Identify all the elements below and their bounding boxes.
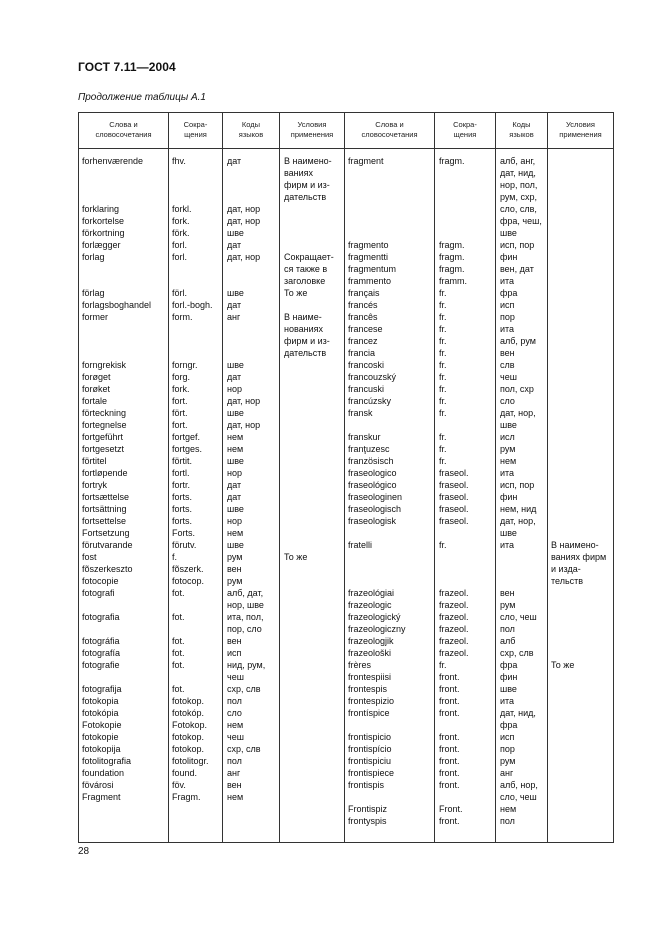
language-code-cell: исп <box>500 732 515 742</box>
language-code-cell: нем, нид <box>500 504 537 514</box>
language-code-cell: пол <box>227 756 242 766</box>
word-cell: fortløpende <box>82 468 128 478</box>
language-code-cell: фра <box>500 288 518 298</box>
abbreviation-cell: fork. <box>172 384 190 394</box>
word-cell: fraseologico <box>348 468 397 478</box>
language-code-cell: дат, нор <box>227 252 261 262</box>
abbreviation-cell: förl. <box>172 288 188 298</box>
abbreviation-cell: forl. <box>172 252 188 262</box>
word-cell: frammento <box>348 276 392 286</box>
language-code-cell: дат, нор <box>227 216 261 226</box>
language-code-cell: ита <box>500 324 515 334</box>
language-code-cell: нем <box>227 792 244 802</box>
word-cell: förteckning <box>82 408 127 418</box>
header-usage-conditions: Условия применения <box>559 120 602 139</box>
abbreviation-cell: förtit. <box>172 456 193 466</box>
abbreviation-cell: fortges. <box>172 444 203 454</box>
abbreviation-cell: fraseol. <box>439 480 469 490</box>
abbreviation-cell: fot. <box>172 612 185 622</box>
language-code-cell: исп, пор <box>500 480 535 490</box>
header-abbreviations: Сокра- щения <box>183 120 208 139</box>
word-cell: fotografie <box>82 660 120 670</box>
abbreviation-cell: fragm. <box>439 252 465 262</box>
abbreviation-cell: Forts. <box>172 528 196 538</box>
language-code-cell: рум <box>227 576 243 586</box>
table-caption: Продолжение таблицы А.1 <box>78 92 206 103</box>
language-code-cell: фин <box>500 252 518 262</box>
word-cell: francuski <box>348 384 385 394</box>
word-cell: frazeologický <box>348 612 401 622</box>
language-code-cell: исп <box>500 300 515 310</box>
abbreviation-cell: front. <box>439 816 460 826</box>
abbreviation-cell: förutv. <box>172 540 197 550</box>
abbreviation-cell: fr. <box>439 300 447 310</box>
word-cell: fotolitografia <box>82 756 132 766</box>
language-code-cell: дат, нор, шве <box>500 408 536 430</box>
word-cell: fraseologinen <box>348 492 403 502</box>
language-code-cell: дат <box>227 480 242 490</box>
language-code-cell: вен <box>227 780 242 790</box>
language-code-cell: вен <box>227 636 242 646</box>
word-cell: francese <box>348 324 383 334</box>
language-code-cell: шве <box>500 684 517 694</box>
abbreviation-cell: fr. <box>439 360 447 370</box>
word-cell: fortsättning <box>82 504 127 514</box>
language-code-cell: ита <box>500 540 515 550</box>
usage-condition-cell: В наиме- нованиях фирм и из- дательств <box>284 312 330 358</box>
language-code-cell: рум <box>500 444 516 454</box>
abbreviation-cell: fraseol. <box>439 468 469 478</box>
abbreviation-cell: fr. <box>439 336 447 346</box>
column-divider <box>222 112 223 843</box>
abbreviation-cell: fort. <box>172 420 188 430</box>
word-cell: Frontispiz <box>348 804 388 814</box>
language-code-cell: чеш <box>227 732 244 742</box>
language-code-cell: дат, нор <box>227 396 261 406</box>
word-cell: forklaring <box>82 204 120 214</box>
word-cell: frazeologic <box>348 600 392 610</box>
word-cell: frazeologjik <box>348 636 394 646</box>
word-cell: forlagsboghandel <box>82 300 152 310</box>
language-code-cell: дат, нор <box>227 420 261 430</box>
abbreviation-cell: förk. <box>172 228 190 238</box>
language-code-cell: шве <box>227 360 244 370</box>
language-code-cell: вен, дат <box>500 264 534 274</box>
word-cell: fortgeführt <box>82 432 124 442</box>
abbreviation-cell: form. <box>172 312 193 322</box>
language-code-cell: шве <box>227 408 244 418</box>
abbreviation-cell: fortgef. <box>172 432 201 442</box>
word-cell: fotografi <box>82 588 115 598</box>
language-code-cell: шве <box>227 456 244 466</box>
language-code-cell: нем <box>227 720 244 730</box>
abbreviation-cell: fr. <box>439 540 447 550</box>
header-abbreviations: Сокра- щения <box>453 120 477 139</box>
word-cell: frontispício <box>348 744 392 754</box>
abbreviation-cell: framm. <box>439 276 467 286</box>
word-cell: fortsættelse <box>82 492 130 502</box>
abbreviation-cell: fot. <box>172 636 185 646</box>
abbreviation-cell: fraseol. <box>439 492 469 502</box>
word-cell: frontíspice <box>348 708 390 718</box>
column-divider <box>434 112 435 843</box>
language-code-cell: шве <box>227 540 244 550</box>
language-code-cell: ита <box>500 468 515 478</box>
word-cell: forngrekisk <box>82 360 127 370</box>
language-code-cell: алб, рум <box>500 336 536 346</box>
word-cell: fotográfia <box>82 636 120 646</box>
abbreviation-cell: fr. <box>439 312 447 322</box>
word-cell: francúzsky <box>348 396 392 406</box>
header-words: Слова и словосочетания <box>95 120 152 139</box>
word-cell: fragmentum <box>348 264 397 274</box>
abbreviations-table <box>78 112 614 843</box>
language-code-cell: шве <box>227 228 244 238</box>
abbreviation-cell: fortl. <box>172 468 190 478</box>
word-cell: fotografia <box>82 612 120 622</box>
word-cell: förkortning <box>82 228 125 238</box>
language-code-cell: дат, нор, шве <box>500 516 536 538</box>
word-cell: fraseológico <box>348 480 397 490</box>
abbreviation-cell: found. <box>172 768 198 778</box>
word-cell: francês <box>348 312 378 322</box>
word-cell: frazeološki <box>348 648 392 658</box>
word-cell: fotografija <box>82 684 122 694</box>
abbreviation-cell: föv. <box>172 780 186 790</box>
word-cell: frontispiciu <box>348 756 392 766</box>
abbreviation-cell: forts. <box>172 492 193 502</box>
abbreviation-cell: fr. <box>439 456 447 466</box>
language-code-cell: исп, пор <box>500 240 535 250</box>
language-code-cell: схр, слв <box>227 684 261 694</box>
language-code-cell: слв <box>500 360 515 370</box>
abbreviation-cell: fotocop. <box>172 576 205 586</box>
language-code-cell: ита <box>500 696 515 706</box>
word-cell: fotografía <box>82 648 121 658</box>
language-code-cell: нем <box>500 456 517 466</box>
word-cell: frontispiece <box>348 768 395 778</box>
abbreviation-cell: Front. <box>439 804 463 814</box>
language-code-cell: дат, нид, фра <box>500 708 536 730</box>
word-cell: frazeológiai <box>348 588 395 598</box>
word-cell: fragmentti <box>348 252 389 262</box>
word-cell: former <box>82 312 109 322</box>
language-code-cell: исл <box>500 432 515 442</box>
word-cell: frères <box>348 660 372 670</box>
word-cell: fratelli <box>348 540 373 550</box>
word-cell: fortsettelse <box>82 516 127 526</box>
abbreviation-cell: front. <box>439 756 460 766</box>
language-code-cell: дат <box>227 492 242 502</box>
word-cell: forlægger <box>82 240 121 250</box>
abbreviation-cell: front. <box>439 672 460 682</box>
language-code-cell: схр, слв <box>227 744 261 754</box>
language-code-cell: пор <box>500 312 515 322</box>
language-code-cell: шве <box>227 504 244 514</box>
abbreviation-cell: fhv. <box>172 156 186 166</box>
language-code-cell: фин <box>500 672 518 682</box>
abbreviation-cell: front. <box>439 744 460 754</box>
word-cell: frontispis <box>348 780 385 790</box>
abbreviation-cell: frazeol. <box>439 648 469 658</box>
word-cell: förlag <box>82 288 105 298</box>
language-code-cell: пол <box>500 624 515 634</box>
language-code-cell: фра <box>500 660 518 670</box>
word-cell: francouzský <box>348 372 397 382</box>
language-code-cell: вен <box>500 588 515 598</box>
language-code-cell: нем <box>500 804 517 814</box>
header-language-codes: Коды языков <box>238 120 264 139</box>
word-cell: fortegnelse <box>82 420 127 430</box>
language-code-cell: ита, пол, пор, сло <box>227 612 264 634</box>
abbreviation-cell: fot. <box>172 660 185 670</box>
language-code-cell: пор <box>500 744 515 754</box>
abbreviation-cell: fragm. <box>439 264 465 274</box>
word-cell: fõszerkeszto <box>82 564 133 574</box>
header-language-codes: Коды языков <box>509 120 534 139</box>
language-code-cell: рум <box>227 552 243 562</box>
abbreviation-cell: fört. <box>172 408 188 418</box>
abbreviation-cell: front. <box>439 708 460 718</box>
abbreviation-cell: fr. <box>439 288 447 298</box>
header-divider <box>78 148 614 149</box>
word-cell: frontespizio <box>348 696 395 706</box>
abbreviation-cell: forts. <box>172 516 193 526</box>
word-cell: fotocopie <box>82 576 119 586</box>
word-cell: francés <box>348 300 378 310</box>
abbreviation-cell: forl.-bogh. <box>172 300 213 310</box>
word-cell: fortryk <box>82 480 108 490</box>
header-words: Слова и словосочетания <box>361 120 418 139</box>
language-code-cell: схр, слв <box>500 648 534 658</box>
column-divider <box>495 112 496 843</box>
word-cell: forkortelse <box>82 216 125 226</box>
abbreviation-cell: fotokop. <box>172 744 205 754</box>
abbreviation-cell: fort. <box>172 396 188 406</box>
language-code-cell: анг <box>227 312 241 322</box>
word-cell: förtitel <box>82 456 107 466</box>
language-code-cell: дат <box>227 372 242 382</box>
abbreviation-cell: fortr. <box>172 480 191 490</box>
language-code-cell: рум <box>500 756 516 766</box>
abbreviation-cell: fragm. <box>439 240 465 250</box>
language-code-cell: исп <box>227 648 242 658</box>
abbreviation-cell: fot. <box>172 648 185 658</box>
language-code-cell: дат <box>227 156 242 166</box>
table-top-border <box>78 112 614 113</box>
abbreviation-cell: fragm. <box>439 156 465 166</box>
abbreviation-cell: forngr. <box>172 360 198 370</box>
word-cell: francoski <box>348 360 385 370</box>
language-code-cell: сло, чеш <box>500 612 537 622</box>
usage-condition-cell: То же <box>284 552 308 562</box>
column-divider <box>78 112 79 843</box>
word-cell: frontespis <box>348 684 388 694</box>
abbreviation-cell: fraseol. <box>439 516 469 526</box>
header-usage-conditions: Условия применения <box>290 120 334 139</box>
language-code-cell: нем <box>227 528 244 538</box>
language-code-cell: дат <box>227 240 242 250</box>
abbreviation-cell: frazeol. <box>439 636 469 646</box>
usage-condition-cell: Сокращает- ся также в заголовке <box>284 252 334 286</box>
word-cell: fortgesetzt <box>82 444 125 454</box>
word-cell: fotokopia <box>82 696 119 706</box>
language-code-cell: дат, нор <box>227 204 261 214</box>
word-cell: förutvarande <box>82 540 133 550</box>
abbreviation-cell: front. <box>439 696 460 706</box>
abbreviation-cell: Fotokop. <box>172 720 208 730</box>
table-bottom-border <box>78 842 614 843</box>
language-code-cell: алб, нор, сло, чеш <box>500 780 538 802</box>
column-divider <box>344 112 345 843</box>
word-cell: français <box>348 288 380 298</box>
language-code-cell: фин <box>500 492 518 502</box>
column-divider <box>279 112 280 843</box>
word-cell: fransk <box>348 408 373 418</box>
word-cell: franskur <box>348 432 381 442</box>
abbreviation-cell: forts. <box>172 504 193 514</box>
word-cell: fost <box>82 552 97 562</box>
abbreviation-cell: fotolitogr. <box>172 756 209 766</box>
word-cell: fotokopie <box>82 732 119 742</box>
word-cell: forøget <box>82 372 111 382</box>
abbreviation-cell: fr. <box>439 396 447 406</box>
language-code-cell: пол, схр <box>500 384 534 394</box>
language-code-cell: нор <box>227 516 242 526</box>
abbreviation-cell: frazeol. <box>439 612 469 622</box>
language-code-cell: нем <box>227 444 244 454</box>
word-cell: Fortsetzung <box>82 528 130 538</box>
abbreviation-cell: forg. <box>172 372 191 382</box>
abbreviation-cell: front. <box>439 732 460 742</box>
language-code-cell: алб, анг, дат, нид, нор, пол, рум, схр, сло, слв, фра, чеш, шве <box>500 156 542 238</box>
usage-condition-cell: В наимено- ваниях фирм и изда- тельств <box>551 540 607 586</box>
word-cell: Fotokopie <box>82 720 122 730</box>
language-code-cell: рум <box>500 600 516 610</box>
language-code-cell: ита <box>500 276 515 286</box>
word-cell: fotokopija <box>82 744 121 754</box>
language-code-cell: анг <box>227 768 241 778</box>
language-code-cell: пол <box>227 696 242 706</box>
usage-condition-cell: То же <box>284 288 308 298</box>
usage-condition-cell: То же <box>551 660 575 670</box>
abbreviation-cell: fr. <box>439 324 447 334</box>
page-number: 28 <box>78 846 90 857</box>
word-cell: frontyspis <box>348 816 387 826</box>
language-code-cell: дат <box>227 300 242 310</box>
abbreviation-cell: Fragm. <box>172 792 201 802</box>
word-cell: forlag <box>82 252 105 262</box>
language-code-cell: сло <box>227 708 242 718</box>
word-cell: fövárosi <box>82 780 114 790</box>
word-cell: fragment <box>348 156 384 166</box>
usage-condition-cell: В наимено- ваниях фирм и из- дательств <box>284 156 332 202</box>
word-cell: fraseologisch <box>348 504 402 514</box>
abbreviation-cell: fr. <box>439 384 447 394</box>
word-cell: franţuzesc <box>348 444 390 454</box>
abbreviation-cell: frazeol. <box>439 624 469 634</box>
language-code-cell: вен <box>227 564 242 574</box>
abbreviation-cell: forkl. <box>172 204 192 214</box>
abbreviation-cell: front. <box>439 684 460 694</box>
word-cell: Fragment <box>82 792 121 802</box>
document-title: ГОСТ 7.11—2004 <box>78 60 176 74</box>
language-code-cell: чеш <box>500 372 517 382</box>
language-code-cell: нор <box>227 468 242 478</box>
abbreviation-cell: fr. <box>439 432 447 442</box>
abbreviation-cell: front. <box>439 768 460 778</box>
word-cell: forøket <box>82 384 111 394</box>
abbreviation-cell: fõszerk. <box>172 564 204 574</box>
word-cell: foundation <box>82 768 125 778</box>
abbreviation-cell: fotokop. <box>172 696 205 706</box>
language-code-cell: нид, рум, чеш <box>227 660 266 682</box>
language-code-cell: нем <box>227 432 244 442</box>
word-cell: francez <box>348 336 378 346</box>
word-cell: francia <box>348 348 376 358</box>
word-cell: forhenværende <box>82 156 144 166</box>
abbreviation-cell: fr. <box>439 408 447 418</box>
abbreviation-cell: frazeol. <box>439 600 469 610</box>
abbreviation-cell: fotokóp. <box>172 708 205 718</box>
language-code-cell: алб <box>500 636 516 646</box>
word-cell: französisch <box>348 456 394 466</box>
abbreviation-cell: fr. <box>439 348 447 358</box>
abbreviation-cell: forl. <box>172 240 188 250</box>
abbreviation-cell: frazeol. <box>439 588 469 598</box>
language-code-cell: сло <box>500 396 515 406</box>
column-divider <box>168 112 169 843</box>
abbreviation-cell: fot. <box>172 588 185 598</box>
abbreviation-cell: front. <box>439 780 460 790</box>
abbreviation-cell: fr. <box>439 660 447 670</box>
word-cell: frontispicio <box>348 732 392 742</box>
abbreviation-cell: fr. <box>439 372 447 382</box>
language-code-cell: вен <box>500 348 515 358</box>
language-code-cell: пол <box>500 816 515 826</box>
word-cell: fragmento <box>348 240 389 250</box>
column-divider <box>613 112 614 843</box>
abbreviation-cell: fr. <box>439 444 447 454</box>
word-cell: fraseologisk <box>348 516 397 526</box>
word-cell: fotokópia <box>82 708 119 718</box>
abbreviation-cell: fot. <box>172 684 185 694</box>
word-cell: frontespiisi <box>348 672 392 682</box>
word-cell: frazeologiczny <box>348 624 406 634</box>
abbreviation-cell: f. <box>172 552 178 562</box>
abbreviation-cell: fraseol. <box>439 504 469 514</box>
column-divider <box>547 112 548 843</box>
abbreviation-cell: fotokop. <box>172 732 205 742</box>
word-cell: fortale <box>82 396 108 406</box>
abbreviation-cell: fork. <box>172 216 190 226</box>
language-code-cell: анг <box>500 768 514 778</box>
language-code-cell: шве <box>227 288 244 298</box>
language-code-cell: нор <box>227 384 242 394</box>
language-code-cell: алб, дат, нор, шве <box>227 588 264 610</box>
